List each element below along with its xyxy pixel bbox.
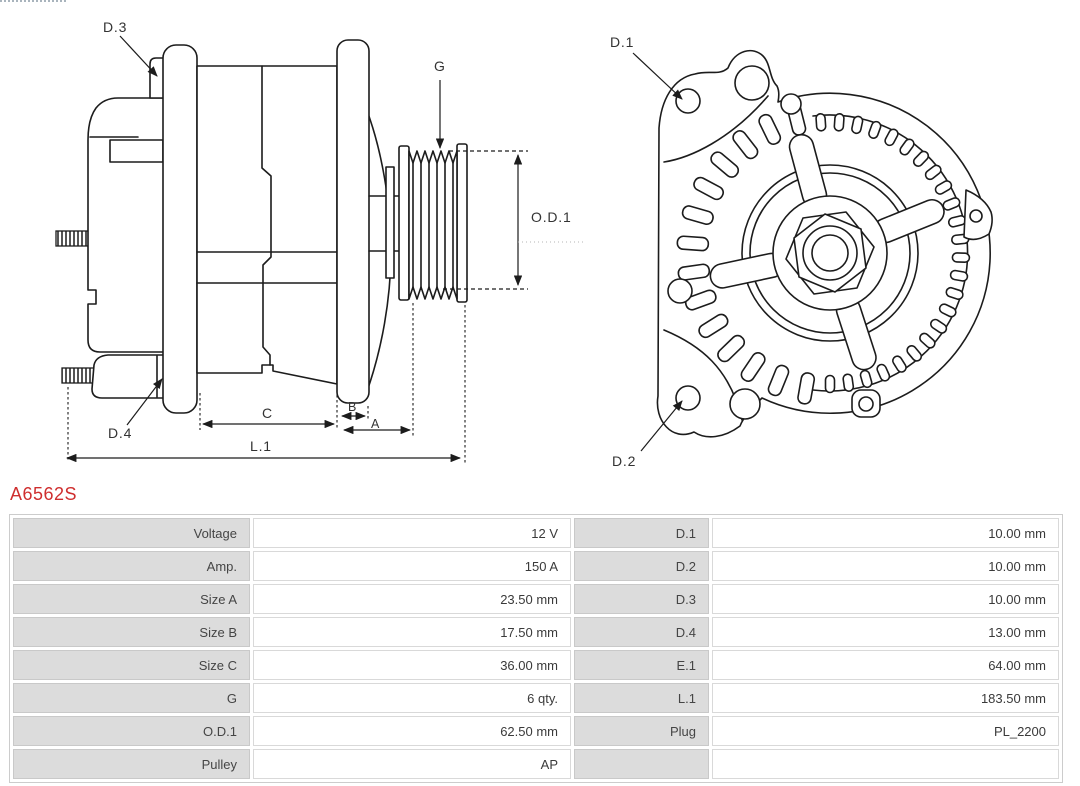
- alternator-front-view: [610, 34, 992, 469]
- spec-label-cell: O.D.1: [13, 716, 250, 746]
- spec-value-cell: 10.00 mm: [712, 584, 1059, 614]
- shaft-end-inner: [812, 235, 848, 271]
- mounting-hole-d1: [676, 89, 700, 113]
- mounting-lug-bottom: [92, 355, 172, 398]
- spec-value-cell: 6 qty.: [253, 683, 571, 713]
- dimension-l1: [67, 438, 460, 458]
- spec-value-cell: 36.00 mm: [253, 650, 571, 680]
- spec-value-cell: AP: [253, 749, 571, 779]
- spec-label-cell: Size B: [13, 617, 250, 647]
- spec-label-cell: Size A: [13, 584, 250, 614]
- spec-value-cell: [712, 749, 1059, 779]
- front-bracket-band: [163, 45, 197, 413]
- spec-value-cell: 12 V: [253, 518, 571, 548]
- table-row: [13, 716, 1059, 746]
- spec-label-cell: D.4: [574, 617, 709, 647]
- table-row: [13, 683, 1059, 713]
- table-row: [13, 518, 1059, 548]
- spec-value-cell: 17.50 mm: [253, 617, 571, 647]
- spec-label-cell: Amp.: [13, 551, 250, 581]
- label-d2: D.2: [612, 453, 637, 469]
- label-a: A: [371, 417, 381, 431]
- table-row: [13, 650, 1059, 680]
- part-number[interactable]: A6562S: [10, 484, 78, 504]
- leader-d1: [633, 53, 682, 99]
- spec-value-cell: 10.00 mm: [712, 551, 1059, 581]
- spec-label-cell: D.1: [574, 518, 709, 548]
- spec-table-container: [9, 514, 1063, 783]
- threaded-stud-lower: [62, 368, 97, 383]
- mounting-hole-d2: [676, 386, 700, 410]
- label-d4: D.4: [108, 425, 133, 441]
- leader-d3: [120, 36, 157, 76]
- label-l1: L.1: [250, 438, 272, 454]
- spec-value-cell: 183.50 mm: [712, 683, 1059, 713]
- table-row: [13, 584, 1059, 614]
- bottom-small-boss: [852, 390, 880, 417]
- mounting-hole-left: [668, 279, 692, 303]
- spec-label-cell: D.3: [574, 584, 709, 614]
- pulley: [399, 144, 467, 302]
- spec-label-cell: Voltage: [13, 518, 250, 548]
- spec-value-cell: 62.50 mm: [253, 716, 571, 746]
- spec-label-cell: D.2: [574, 551, 709, 581]
- label-d1: D.1: [610, 34, 635, 50]
- shaft-washer: [386, 167, 394, 278]
- mounting-hole-top-center: [735, 66, 769, 100]
- spec-value-cell: 23.50 mm: [253, 584, 571, 614]
- spec-label-cell: L.1: [574, 683, 709, 713]
- label-od1: O.D.1: [531, 209, 572, 225]
- mounting-hole-bottom-center: [730, 389, 760, 419]
- threaded-stud-upper: [56, 231, 89, 246]
- stator-body: [197, 66, 337, 384]
- label-d3: D.3: [103, 19, 128, 35]
- spec-value-cell: 10.00 mm: [712, 518, 1059, 548]
- rear-housing: [88, 98, 172, 352]
- alternator-side-view: [56, 19, 584, 463]
- label-g: G: [434, 58, 446, 74]
- spec-value-cell: PL_2200: [712, 716, 1059, 746]
- side-ear-lug: [964, 190, 992, 239]
- table-row: [13, 617, 1059, 647]
- label-c: C: [262, 405, 273, 421]
- table-row: [13, 551, 1059, 581]
- drive-end-bracket: [337, 40, 369, 403]
- dimension-c: [203, 405, 334, 424]
- spec-value-cell: 64.00 mm: [712, 650, 1059, 680]
- spec-table: [10, 515, 1062, 782]
- spec-label-cell: Size C: [13, 650, 250, 680]
- spec-value-cell: 13.00 mm: [712, 617, 1059, 647]
- spec-label-cell: E.1: [574, 650, 709, 680]
- spec-label-cell: [574, 749, 709, 779]
- spec-label-cell: Plug: [574, 716, 709, 746]
- dimension-a: [344, 417, 410, 431]
- label-b: B: [348, 400, 358, 414]
- spec-value-cell: 150 A: [253, 551, 571, 581]
- table-row: [13, 749, 1059, 779]
- mounting-hole-top-right: [781, 94, 801, 114]
- spec-label-cell: Pulley: [13, 749, 250, 779]
- spec-label-cell: G: [13, 683, 250, 713]
